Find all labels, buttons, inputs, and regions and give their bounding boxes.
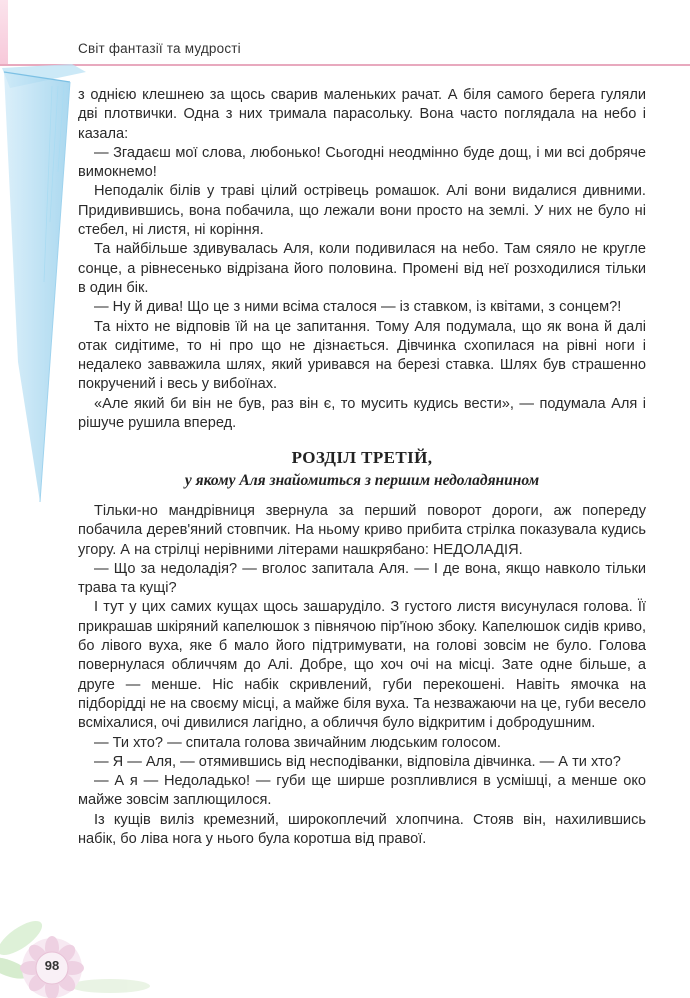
paragraph: — Згадаєш мої слова, любонько! Сьогодні неодмінно буде дощ, і ми всі добряче вимокнемо! bbox=[78, 144, 646, 181]
paragraph: Неподалік білів у траві цілий острівець ромашок. Алі вони видалися дивними. Придивившись, вона побачила, що лежали вони просто на землі. У них не було ні стебел, ні листя, ні коріння. bbox=[78, 183, 646, 239]
flower-ornament bbox=[0, 898, 160, 998]
chapter-title: РОЗДІЛ ТРЕТІЙ, bbox=[291, 448, 433, 468]
page-body bbox=[78, 86, 646, 849]
paragraph: — А я — Недоладько! — губи ще ширше розпливлися в усмішці, а менше око майже зовсім заплющилося. bbox=[78, 773, 646, 809]
paragraph: — Ну й дива! Що це з ними всіма сталося — із ставком, із квітами, з сонцем?! bbox=[94, 299, 622, 316]
ribbon-flag-decoration bbox=[0, 62, 90, 522]
paragraph: з однією клешнею за щось сварив маленьких рачат. А біля самого берега гуляли дві плотвички. Одна з них тримала парасольку. Вона часто поглядала на небо і казала: bbox=[78, 87, 646, 142]
paragraph: «Але який би він не був, раз він є, то мусить кудись вести», — подумала Аля і рішуче рушила вперед. bbox=[78, 395, 646, 432]
paragraph: — Що за недоладія? — вголос запитала Аля. — І де вона, якщо навколо тільки трава та кущі? bbox=[78, 560, 646, 597]
chapter-subtitle: у якому Аля знайомиться з першим недоладянином bbox=[184, 471, 540, 489]
paragraph: Тільки-но мандрівниця звернула за перший поворот дороги, аж попереду побачила дерев'яний стовпчик. На ньому криво прибита стрілка показувала кудись угору. А на стрілці нерівними літерами нашкрябано: НЕДОЛАДІЯ. bbox=[78, 502, 646, 558]
paragraph: — Я — Аля, — отямившись від несподіванки, відповіла дівчинка. — А ти хто? bbox=[94, 753, 621, 770]
paragraph: — Ти хто? — спитала голова звичайним людським голосом. bbox=[94, 734, 501, 751]
paragraph: Та найбільше здивувалась Аля, коли подивилася на небо. Там сяяло не кругле сонце, а рівнесенько відрізана його половина. Промені від неї розходилися тільки в один бік. bbox=[78, 241, 646, 296]
running-head: Світ фантазії та мудрості bbox=[78, 41, 241, 56]
paragraph: І тут у цих самих кущах щось зашаруділо. З густого листя висунулася голова. Її прикрашав шкіряний капелюшок з півнячою пір'їною збоку. Капелюшок сидів криво, бо лівого вуха, яке б мало його підтримувати, на голові зовсім не було. Голова повернулася обличчям до Алі. Добре, що хоч очі на місці. Зате одне більше, а друге — менше. Ніс набік скривлений, губи перекошені. Навіть ямочка на підборідді не на своєму місці, а майже біля вуха. Та незважаючи на це, губи весело всміхалися, очі дивилися лагідно, а обличчя було відкритим і добродушним. bbox=[78, 599, 646, 732]
page-number: 98 bbox=[44, 958, 60, 973]
header-rule bbox=[0, 64, 690, 66]
paragraph: Із кущів виліз кремезний, широкоплечий хлопчина. Стояв він, нахилившись набік, бо ліва нога у нього була коротша від правої. bbox=[78, 811, 646, 847]
page-header bbox=[0, 0, 690, 66]
header-accent bbox=[0, 0, 8, 64]
paragraph: Та ніхто не відповів їй на це запитання. Тому Аля подумала, що як вона й далі отак сидітиме, то ні про що не дізнається. Дівчинка схопилася на рівні ноги і недалеко завважила шлях, який уривався на березі ставка. Шлях був страшенно покручений і весь у вибоїнах. bbox=[78, 318, 646, 393]
